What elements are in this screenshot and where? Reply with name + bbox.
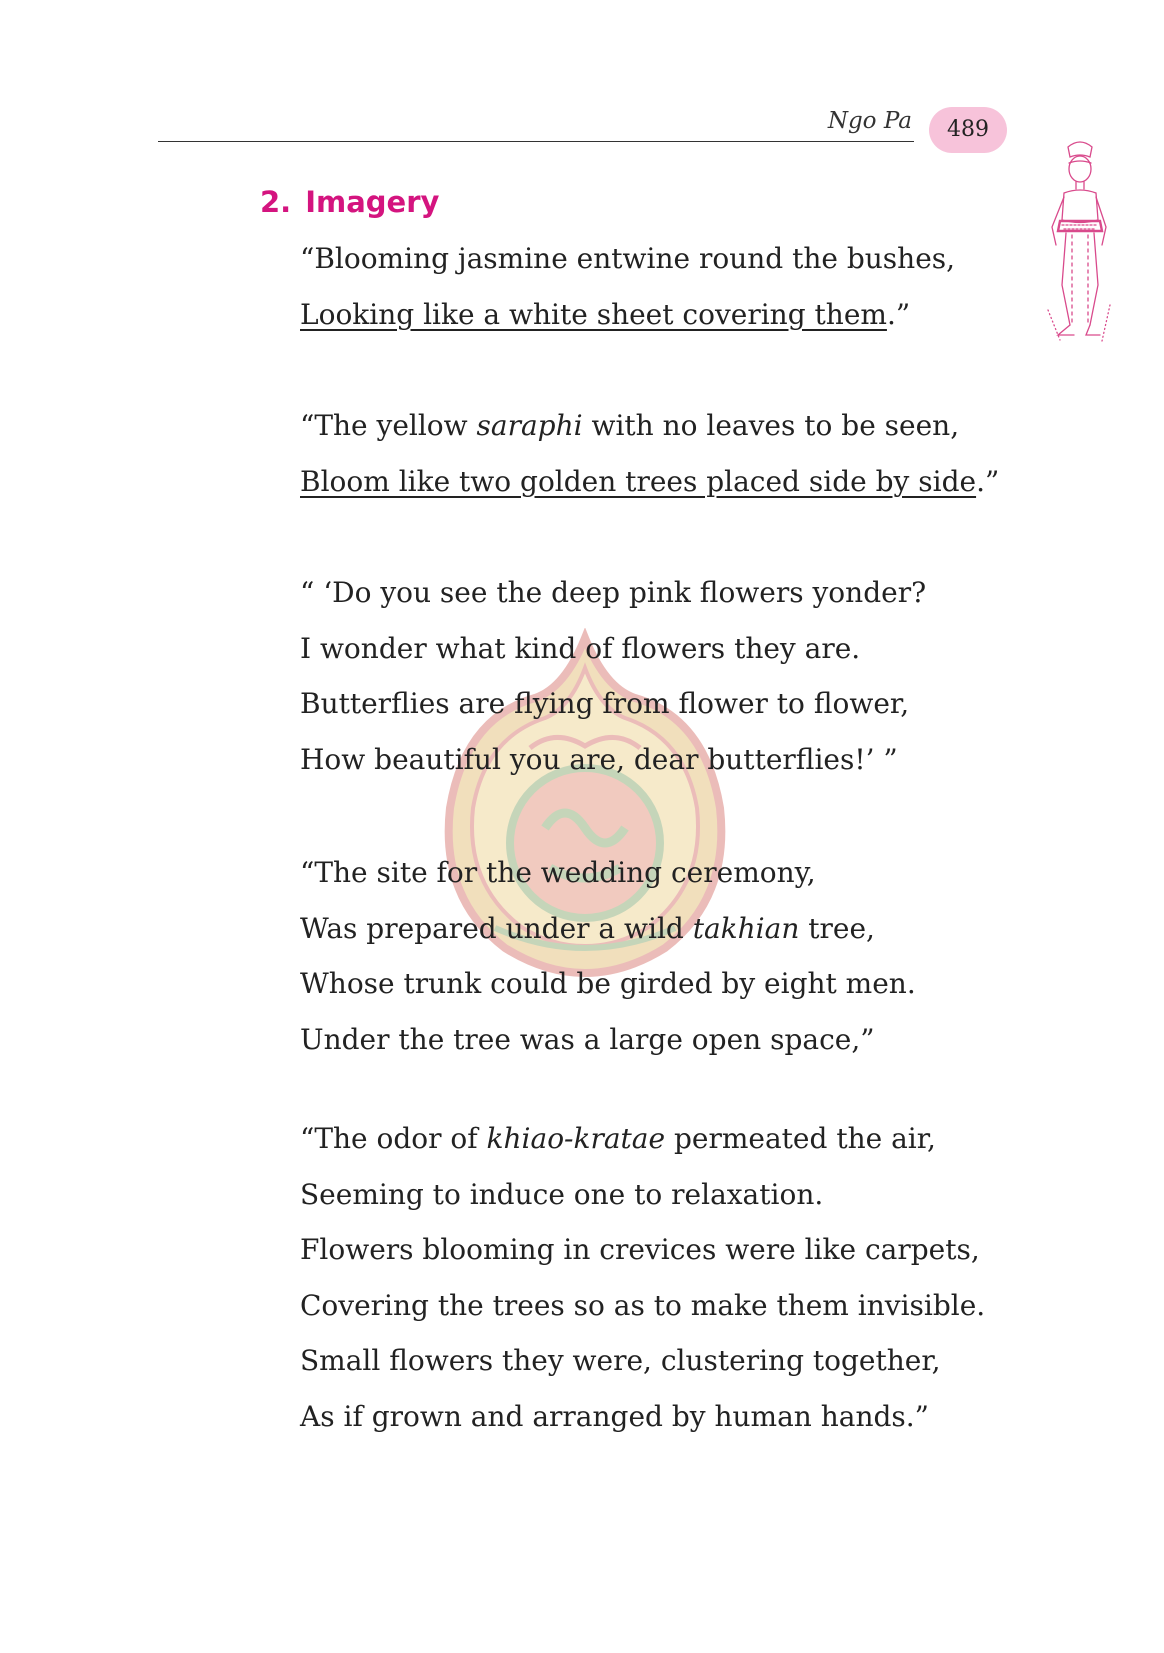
line-text: “Blooming jasmine entwine round the bushes,: [300, 242, 956, 275]
line-text: “The site for the wedding ceremony,: [300, 856, 816, 889]
poem-line: [300, 687, 909, 720]
poem-line: [300, 1289, 985, 1322]
italic-term: khiao-kratae: [486, 1122, 666, 1155]
poem-line: [300, 409, 959, 442]
page-number-badge: 489: [929, 107, 1007, 153]
poem-line: [300, 1400, 929, 1433]
poem-line: [300, 912, 875, 945]
line-text: Whose trunk could be girded by eight men.: [300, 967, 916, 1000]
section-title: Imagery: [305, 185, 440, 219]
line-text: permeated the air,: [665, 1122, 936, 1155]
poem-line: [300, 1122, 936, 1155]
section-heading: [260, 185, 439, 219]
poem-line: [300, 632, 860, 665]
line-text: How beautiful you are, dear butterflies!’ ”: [300, 742, 898, 776]
header-rule: [158, 141, 914, 142]
poem-line: [300, 576, 926, 609]
line-text: tree,: [799, 911, 875, 945]
line-text: “The odor of: [300, 1122, 487, 1155]
running-title: Ngo Pa: [827, 108, 912, 134]
line-text: “ ‘Do you see the deep pink flowers yonder?: [300, 576, 927, 609]
italic-term: takhian: [692, 911, 800, 945]
poem-line: [300, 242, 955, 275]
line-text: Covering the trees so as to make them invisible.: [300, 1288, 986, 1322]
line-text: with no leaves to be seen,: [582, 409, 960, 442]
line-text: “The yellow: [300, 409, 477, 442]
line-text: Butterflies are flying from flower to flower,: [300, 687, 910, 720]
poem-line: [300, 743, 898, 776]
poem-line: [300, 1178, 823, 1211]
poem-line: [300, 1233, 980, 1266]
poem-line: [300, 1344, 941, 1377]
line-text: I wonder what kind of flowers they are.: [300, 631, 861, 665]
line-text: Was prepared under a wild: [300, 911, 693, 945]
line-text: .”: [976, 464, 1000, 498]
poem-line: [300, 1023, 875, 1056]
underlined-text: Looking like a white sheet covering them: [300, 297, 887, 331]
underlined-text: Bloom like two golden trees placed side by side: [300, 464, 977, 498]
girl-figure-icon: [1040, 135, 1120, 345]
line-text: Seeming to induce one to relaxation.: [300, 1177, 824, 1211]
poem-line: [300, 465, 999, 498]
line-text: .”: [886, 297, 911, 331]
line-text: Small flowers they were, clustering together,: [300, 1344, 941, 1377]
italic-term: saraphi: [476, 409, 583, 442]
line-text: As if grown and arranged by human hands.”: [300, 1399, 929, 1433]
line-text: Under the tree was a large open space,”: [300, 1022, 875, 1056]
poem-line: [300, 856, 816, 889]
section-number: 2.: [260, 185, 292, 219]
poem-line: [300, 298, 910, 331]
line-text: Flowers blooming in crevices were like carpets,: [300, 1233, 980, 1266]
poem-line: [300, 967, 916, 1000]
